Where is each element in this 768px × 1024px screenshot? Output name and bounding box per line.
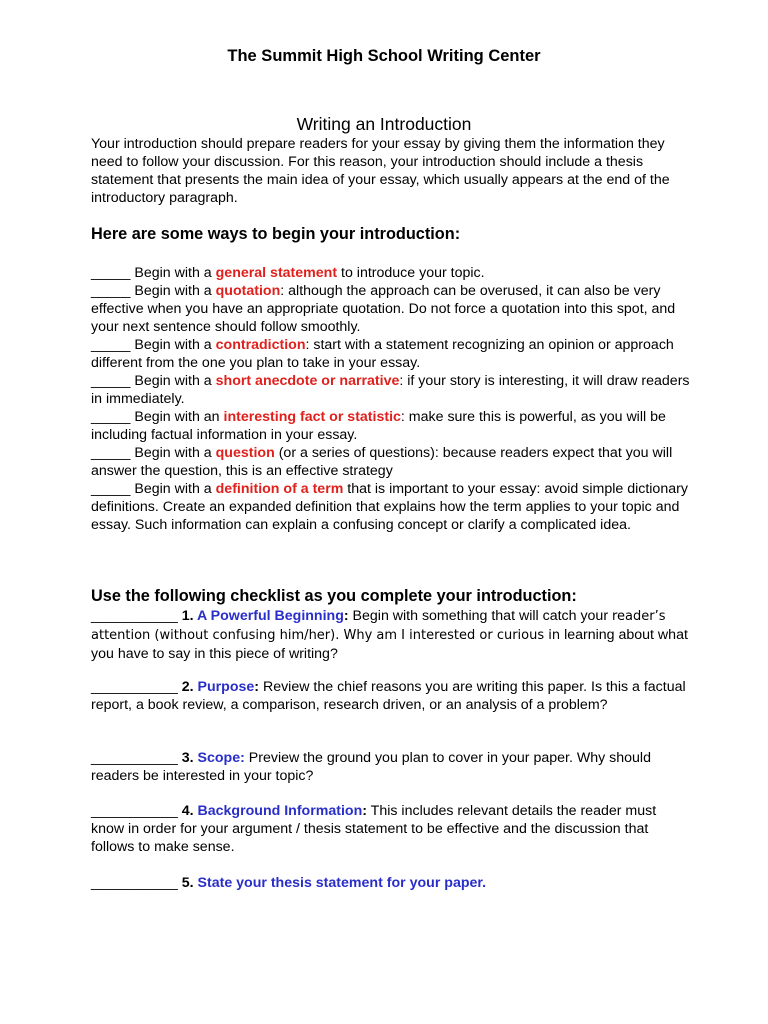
keyword: definition of a term [215,481,344,497]
keyword: Purpose [197,679,255,695]
checklist-item: ___________ 2. Purpose: Review the chief reasons you are writing this paper. Is this a factual report, a book review, a comparison, research driven, or an analysis of a problem? [91,679,686,713]
list-item: _____ Begin with a contradiction: start with a statement recognizing an opinion or approach different from the one you plan to take in your essay. [91,337,674,371]
keyword: contradiction [215,337,306,353]
keyword: Background Information [197,803,363,819]
checklist-item: ___________ 3. Scope: Preview the ground you plan to cover in your paper. Why should readers be interested in your topic? [91,750,651,784]
keyword: A Powerful Beginning [197,608,344,624]
list-item: _____ Begin with a definition of a term that is important to your essay: avoid simple dictionary definitions. Create an expanded definition that explains how the term applies to your topic and essay. Such information can explain a confusing concept or clarify a complicated idea. [91,481,688,533]
keyword: interesting fact or statistic [223,409,401,425]
keyword: State your thesis statement for your paper. [197,875,487,891]
page-subtitle: Writing an Introduction [296,114,472,134]
list-item: _____ Begin with a short anecdote or narrative: if your story is interesting, it will draw readers in immediately. [91,373,690,407]
keyword: Scope: [197,750,245,766]
ways-heading: Here are some ways to begin your introduction: [91,225,461,243]
list-item: _____ Begin with a question (or a series of questions): because readers expect that you will answer the question, this is an effective strategy [91,445,673,479]
ways-list [91,264,691,534]
keyword: short anecdote or narrative [215,373,400,389]
checklist-heading: Use the following checklist as you complete your introduction: [91,587,577,605]
list-item: _____ Begin with a quotation: although the approach can be overused, it can also be very effective when you have an appropriate quotation. Do not force a quotation into this spot, and your next sentence should follow smoothly. [91,283,676,335]
page-title: The Summit High School Writing Center [227,47,541,65]
checklist-item: ___________ 1. A Powerful Beginning: Begin with something that will catch your reader’s attention (without confusing him/her). Why am I interested or curious in learning about what you have to say in this piece of writing? [91,608,688,662]
list-item: _____ Begin with a general statement to introduce your topic. [91,265,485,281]
list-item: _____ Begin with an interesting fact or statistic: make sure this is powerful, as you will be including factual information in your essay. [91,409,666,443]
intro-paragraph: Your introduction should prepare readers for your essay by giving them the information they need to follow your discussion. For this reason, your introduction should include a thesis statement that presents the main idea of your essay, which usually appears at the end of the introductory paragraph. [91,136,670,206]
keyword: quotation [215,283,281,299]
checklist-item: ___________ 5. State your thesis statement for your paper. [91,875,487,891]
keyword: question [215,445,275,461]
checklist-item: ___________ 4. Background Information: This includes relevant details the reader must know in order for your argument / thesis statement to be effective and the discussion that follows to make sense. [91,803,657,855]
keyword: general statement [215,265,338,281]
